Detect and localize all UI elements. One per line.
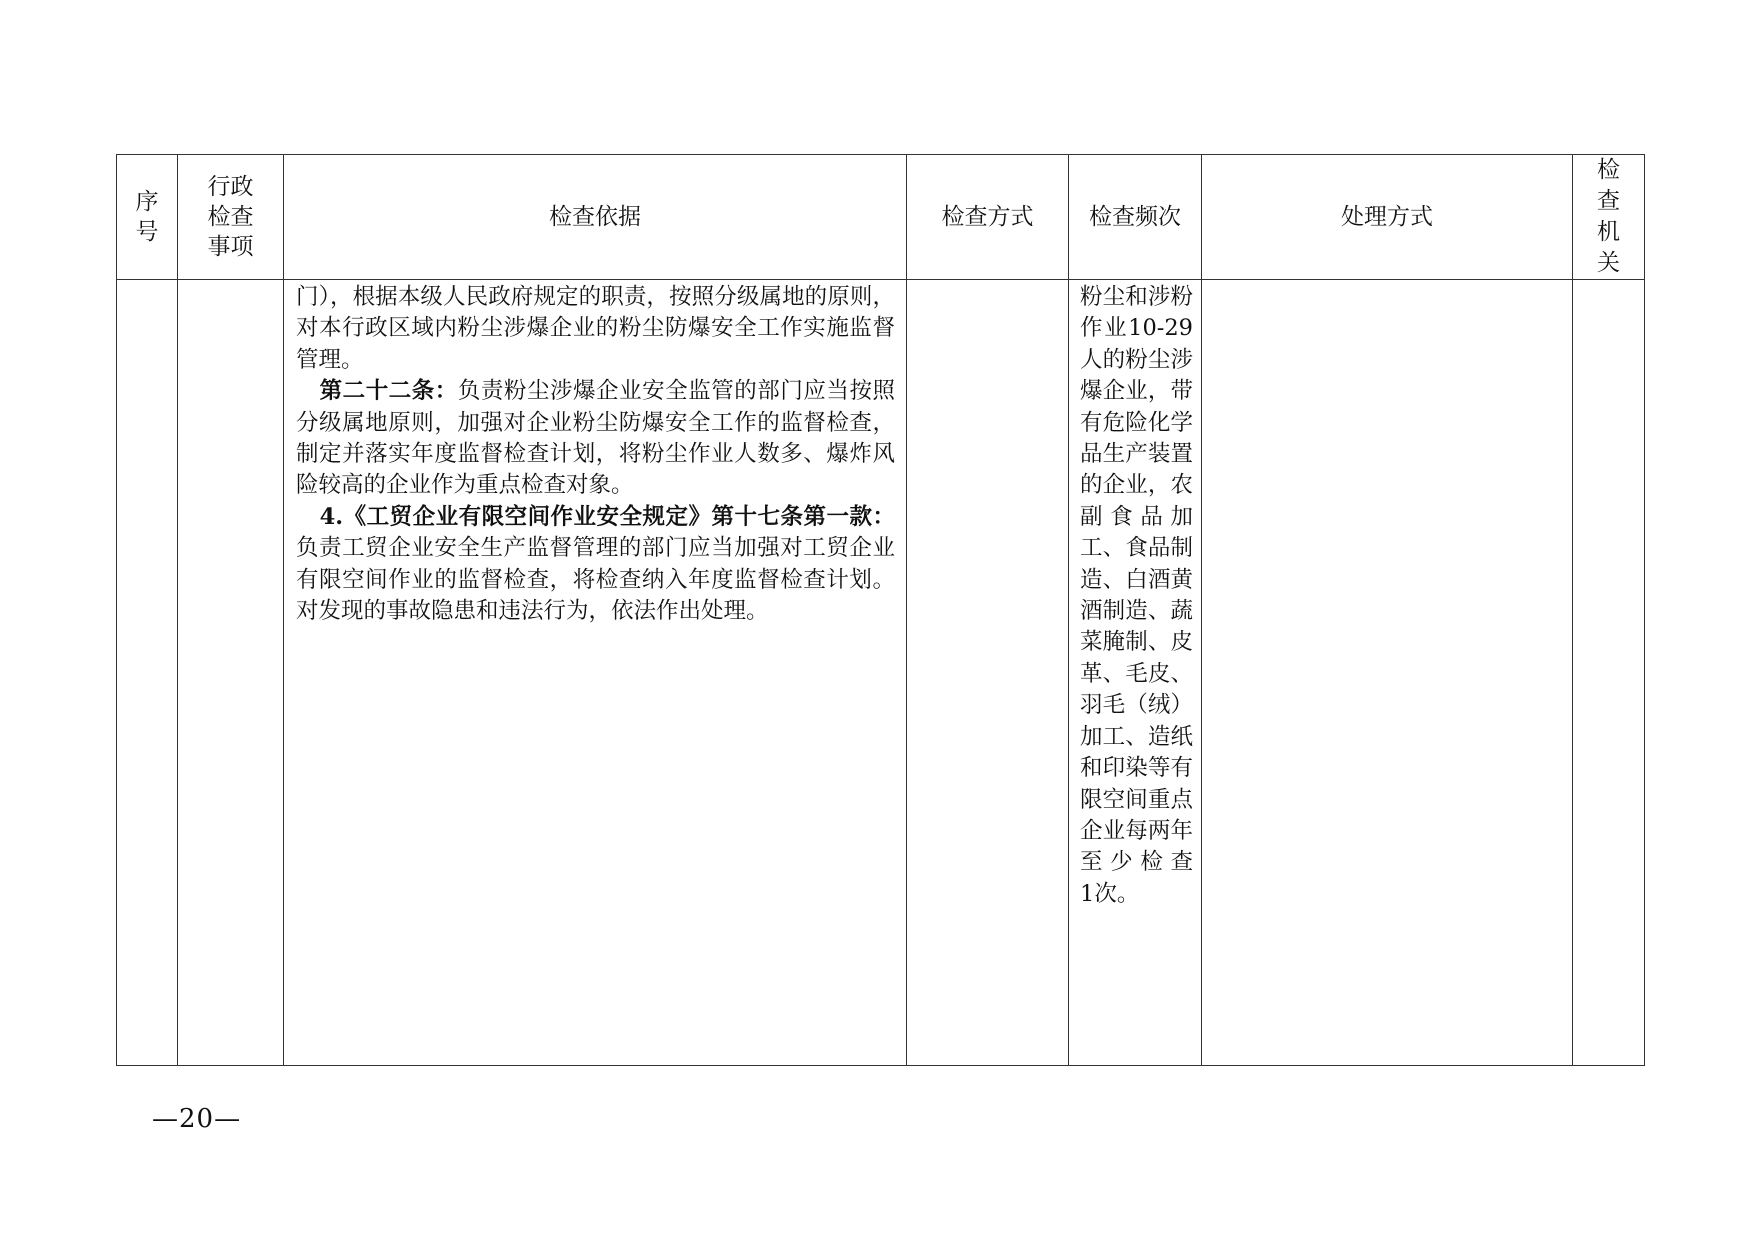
regulation-heading: 4.《工贸企业有限空间作业安全规定》第十七条第一款： (319, 503, 895, 530)
cell-item (178, 280, 284, 1066)
table-header-row (117, 155, 1645, 280)
basis-paragraph-3 (296, 502, 895, 628)
header-frequency: 检查频次 (1069, 155, 1202, 280)
cell-handling (1202, 280, 1573, 1066)
header-seq: 序号 (117, 155, 178, 280)
header-basis: 检查依据 (284, 155, 907, 280)
cell-method (907, 280, 1069, 1066)
header-handling: 处理方式 (1202, 155, 1573, 280)
cell-seq (117, 280, 178, 1066)
frequency-text-end: 1次。 (1080, 880, 1140, 907)
table-row (117, 280, 1645, 1066)
basis-paragraph-2 (296, 376, 895, 502)
header-item: 行政检查事项 (178, 155, 284, 280)
regulation-text: 负责工贸企业安全生产监督管理的部门应当加强对工贸企业有限空间作业的监督检查，将检查纳入年度监督检查计划。对发现的事故隐患和违法行为，依法作出处理。 (296, 535, 895, 625)
page-number: —20— (152, 1104, 242, 1134)
article-22-heading: 第二十二条： (319, 378, 458, 405)
article-22-text: 负责粉尘涉爆企业安全监管的部门应当按照分级属地原则，加强对企业粉尘防爆安全工作的监督检查，制定并落实年度监督检查计划，将粉尘作业人数多、爆炸风险较高的企业作为重点检查对象。 (296, 378, 895, 499)
inspection-table (116, 154, 1645, 1066)
frequency-text: 粉尘和涉粉作业10-29人的粉尘涉爆企业，带有危险化学品生产装置的企业，农副食品加工、食品制造、白酒黄酒制造、蔬菜腌制、皮革、毛皮、羽毛（绒）加工、造纸和印染等有限空间重点企业每两年至少检查 (1080, 284, 1193, 876)
cell-frequency (1069, 280, 1202, 1066)
header-org: 检查机关 (1573, 155, 1645, 280)
header-method: 检查方式 (907, 155, 1069, 280)
basis-paragraph-1: 门），根据本级人民政府规定的职责，按照分级属地的原则，对本行政区域内粉尘涉爆企业的粉尘防爆安全工作实施监督管理。 (296, 284, 895, 373)
cell-basis (284, 280, 907, 1066)
cell-org (1573, 280, 1645, 1066)
